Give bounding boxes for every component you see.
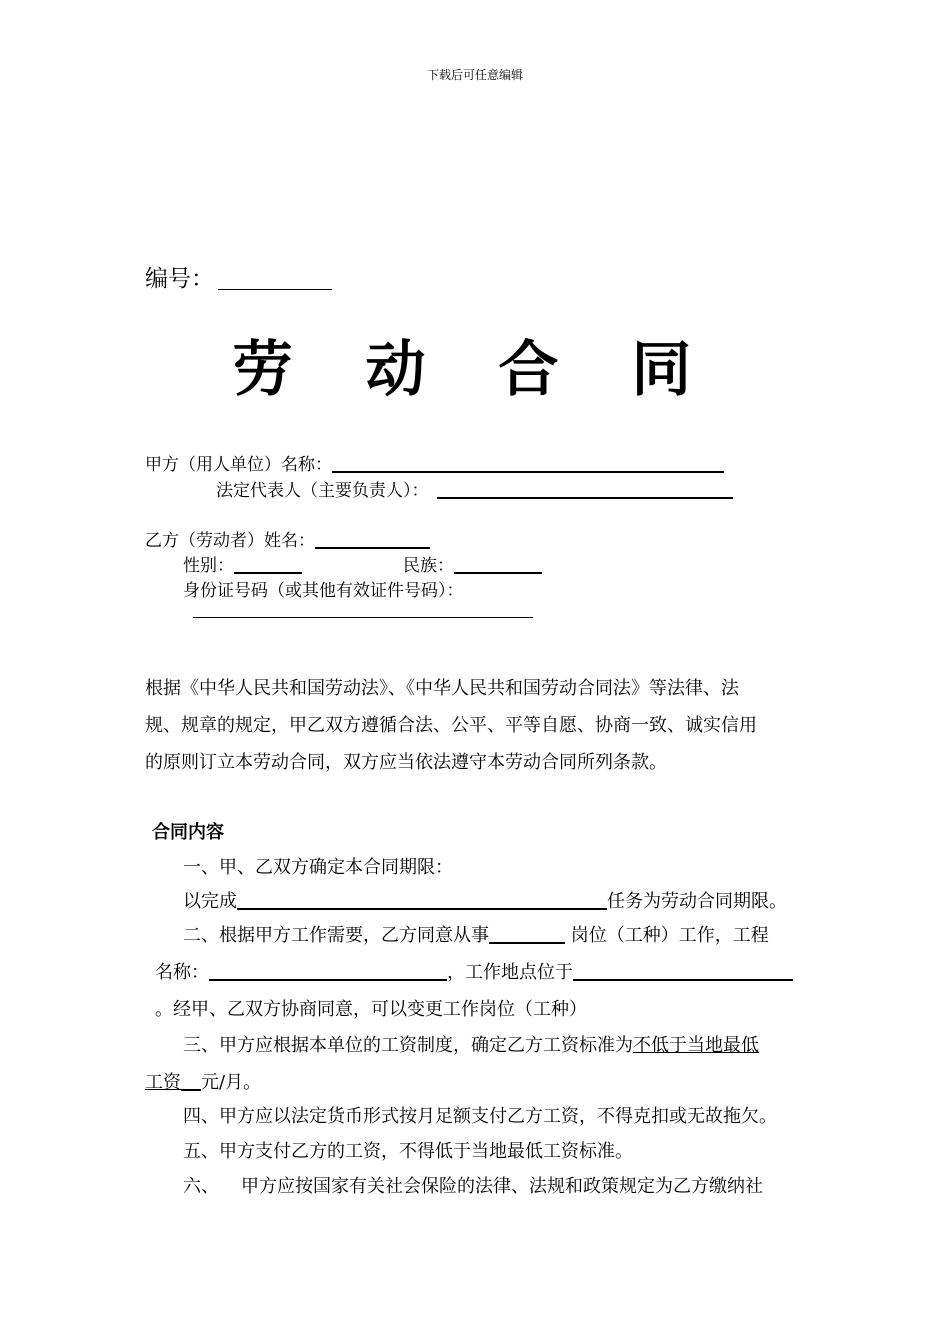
serial-number-row [145,260,332,293]
clause-2-row [183,921,769,947]
party-b-ethnicity-blank [454,555,542,574]
party-b-name-label: 乙方（劳动者）姓名： [145,531,315,551]
clause-3-post: 元/月。 [201,1072,262,1093]
header-note: 下载后可任意编辑 [426,68,523,82]
clause-6-text: 甲方应按国家有关社会保险的法律、法规和政策规定为乙方缴纳社 [241,1176,763,1197]
clause-3-row [183,1031,759,1057]
clause-3-pre: 三、甲方应根据本单位的工资制度，确定乙方工资标准为 [183,1035,633,1056]
clause-6-number: 六、 [183,1176,219,1197]
clause-2-location-blank [573,962,793,981]
party-b-id-blank [193,617,533,618]
party-a-name-row [145,450,724,475]
clause-2-change: 。经甲、乙双方协商同意，可以变更工作岗位（工种） [155,999,587,1020]
clause-6-row [183,1172,763,1198]
preamble-line-1: 根据《中华人民共和国劳动法》、《中华人民共和国劳动合同法》等法律、法 [145,678,739,699]
clause-3-wage-standard-1: 不低于当地最低 [633,1035,759,1056]
party-a-rep-blank [437,480,733,499]
clause-2-project-row [155,958,793,984]
clause-1: 一、甲、乙双方确定本合同期限： [183,857,453,878]
party-a-name-label: 甲方（用人单位）名称： [145,455,332,475]
party-b-ethnicity-label: 民族： [403,556,454,576]
party-b-gender-blank [234,555,302,574]
party-a-rep-row [216,476,733,501]
clause-2-project-blank [209,962,447,981]
clause-2-post: 岗位（工种）工作，工程 [565,925,769,946]
clause-2-location-label: ，工作地点位于 [447,962,573,983]
clause-3-row-2 [145,1068,261,1094]
serial-label: 编号： [145,266,214,292]
serial-blank [218,269,332,290]
preamble-line-2: 规、规章的规定，甲乙双方遵循合法、公平、平等自愿、协商一致、诚实信用 [145,715,757,736]
clause-1-term-row [183,887,787,913]
clause-2-post-blank [489,925,565,944]
party-a-name-blank [332,454,724,473]
party-b-gender-row [183,551,302,576]
clause-2-pre: 二、根据甲方工作需要，乙方同意从事 [183,925,489,946]
clause-1-task-blank [237,891,607,910]
clause-5: 五、甲方支付乙方的工资，不得低于当地最低工资标准。 [183,1141,633,1162]
preamble-line-3: 的原则订立本劳动合同，双方应当依法遵守本劳动合同所列条款。 [145,752,667,773]
clause-1-term-post: 任务为劳动合同期限。 [607,891,787,912]
party-a-rep-label: 法定代表人（主要负责人）： [216,481,429,501]
section-title: 合同内容 [152,822,224,843]
party-b-id-label: 身份证号码（或其他有效证件号码）： [183,581,464,601]
party-b-gender-label: 性别： [183,556,234,576]
party-b-name-row [145,526,430,551]
clause-1-term-pre: 以完成 [183,891,237,912]
clause-3-wage-blank [181,1072,201,1091]
clause-4: 四、甲方应以法定货币形式按月足额支付乙方工资，不得克扣或无故拖欠。 [183,1106,777,1127]
page-title: 劳 动 合 同 [232,335,718,405]
clause-3-wage-standard-2: 工资 [145,1072,181,1093]
clause-2-project-label: 名称： [155,962,209,983]
party-b-ethnicity-row [403,551,542,576]
party-b-name-blank [315,530,430,549]
